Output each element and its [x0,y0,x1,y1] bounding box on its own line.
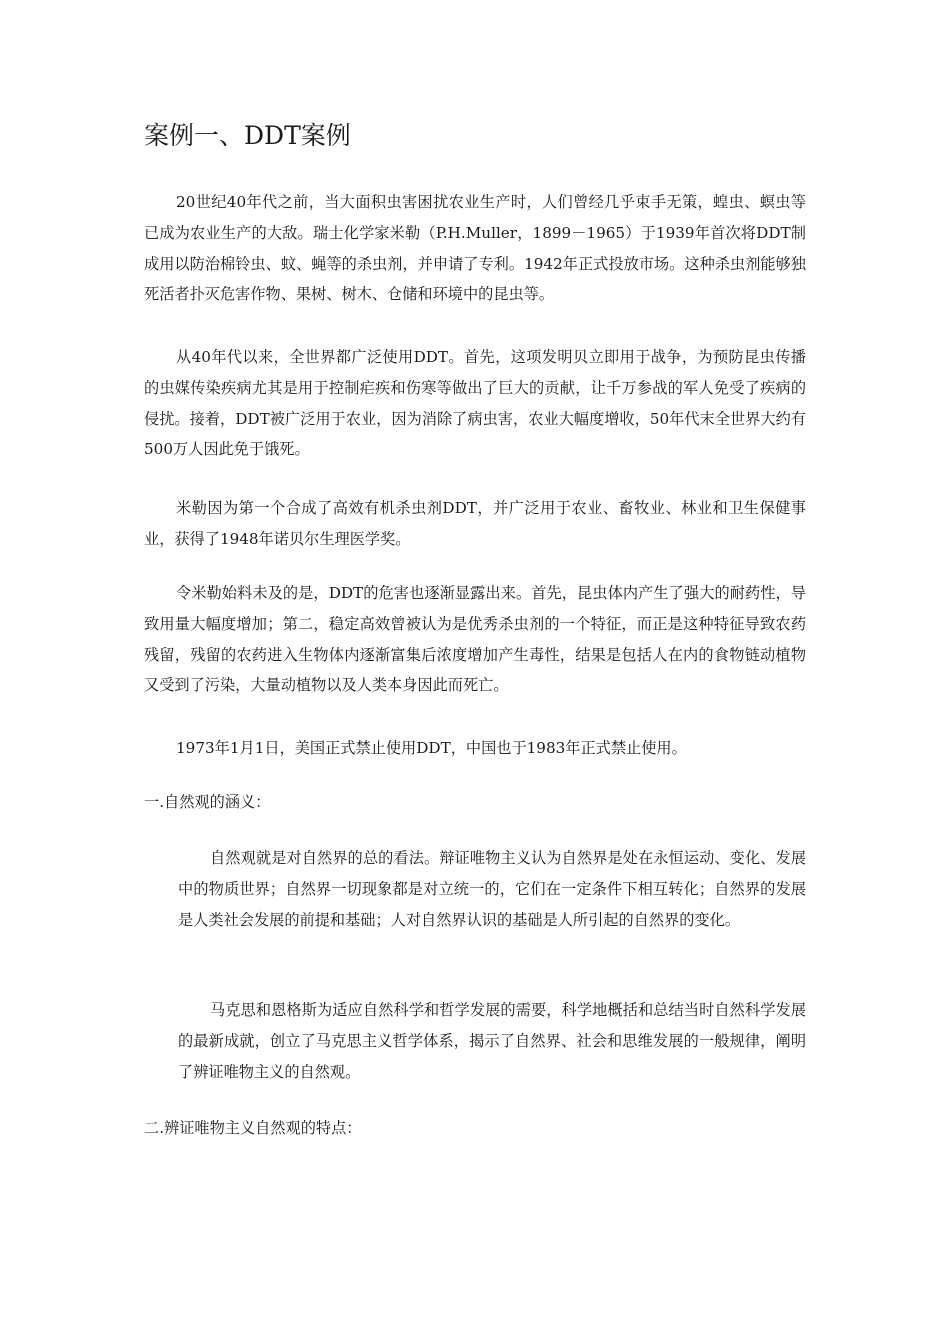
paragraph-nobel-prize: 米勒因为第一个合成了高效有机杀虫剂DDT，并广泛用于农业、畜牧业、林业和卫生保健事业，获得了1948年诺贝尔生理医学奖。 [144,499,806,548]
section-heading-nature-view-meaning: 一.自然观的涵义： [144,793,271,811]
paragraph-marx-engels: 马克思和恩格斯为适应自然科学和哲学发展的需要，科学地概括和总结当时自然科学发展的最新成就，创立了马克思主义哲学体系，揭示了自然界、社会和思维发展的一般规律，阐明了辨证唯物主义的自然观。 [178,1001,806,1081]
paragraph-ddt-ban: 1973年1月1日，美国正式禁止使用DDT，中国也于1983年正式禁止使用。 [176,739,687,757]
paragraph-ddt-hazards: 令米勒始料未及的是，DDT的危害也逐渐显露出来。首先，昆虫体内产生了强大的耐药性，导致用量大幅度增加；第二，稳定高效曾被认为是优秀杀虫剂的一个特征，而正是这种特征导致农药残留，残留的农药进入生物体内逐渐富集后浓度增加产生毒性，结果是包括人在内的食物链动植物又受到了污染，大量动植物以及人类本身因此而死亡。 [144,584,806,695]
document-title: 案例一、DDT案例 [144,121,351,150]
paragraph-ddt-history: 20世纪40年代之前，当大面积虫害困扰农业生产时，人们曾经几乎束手无策，蝗虫、螟虫等已成为农业生产的大敌。瑞士化学家米勒（P.H.Muller，1899－1965）于1939年首次将DDT制成用以防治棉铃虫、蚊、蝇等的杀虫剂，并申请了专利。1942年正式投放市场。这种杀虫剂能够独死活者扑灭危害作物、果树、树木、仓储和环境中的昆虫等。 [144,193,806,304]
paragraph-nature-view-definition: 自然观就是对自然界的总的看法。辩证唯物主义认为自然界是处在永恒运动、变化、发展中的物质世界；自然界一切现象都是对立统一的，它们在一定条件下相互转化；自然界的发展是人类社会发展的前提和基础；人对自然界认识的基础是人所引起的自然界的变化。 [178,849,806,929]
paragraph-ddt-usage: 从40年代以来，全世界都广泛使用DDT。首先，这项发明贝立即用于战争，为预防昆虫传播的虫媒传染疾病尤其是用于控制疟疾和伤寒等做出了巨大的贡献，让千万参战的军人免受了疾病的侵扰。接着，DDT被广泛用于农业，因为消除了病虫害，农业大幅度增收，50年代末全世界大约有500万人因此免于饿死。 [144,348,806,459]
section-heading-dialectical-features: 二.辨证唯物主义自然观的特点： [144,1119,362,1137]
